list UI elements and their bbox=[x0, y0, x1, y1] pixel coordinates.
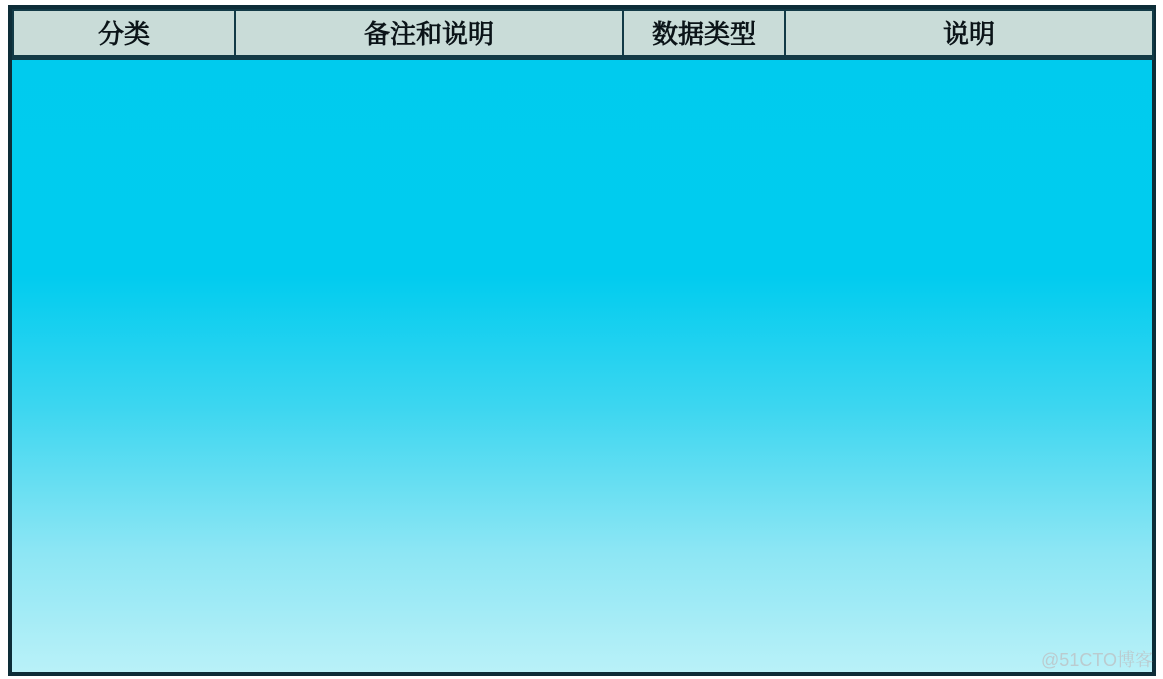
mysql-data-types-table bbox=[12, 9, 1154, 672]
column-header: 分类 bbox=[13, 10, 235, 57]
watermark: @51CTO博客 bbox=[1041, 650, 1153, 670]
column-header: 说明 bbox=[785, 10, 1153, 57]
column-header: 数据类型 bbox=[623, 10, 785, 57]
column-header: 备注和说明 bbox=[235, 10, 623, 57]
header-row bbox=[13, 10, 1153, 57]
data-types-table bbox=[8, 5, 1156, 676]
